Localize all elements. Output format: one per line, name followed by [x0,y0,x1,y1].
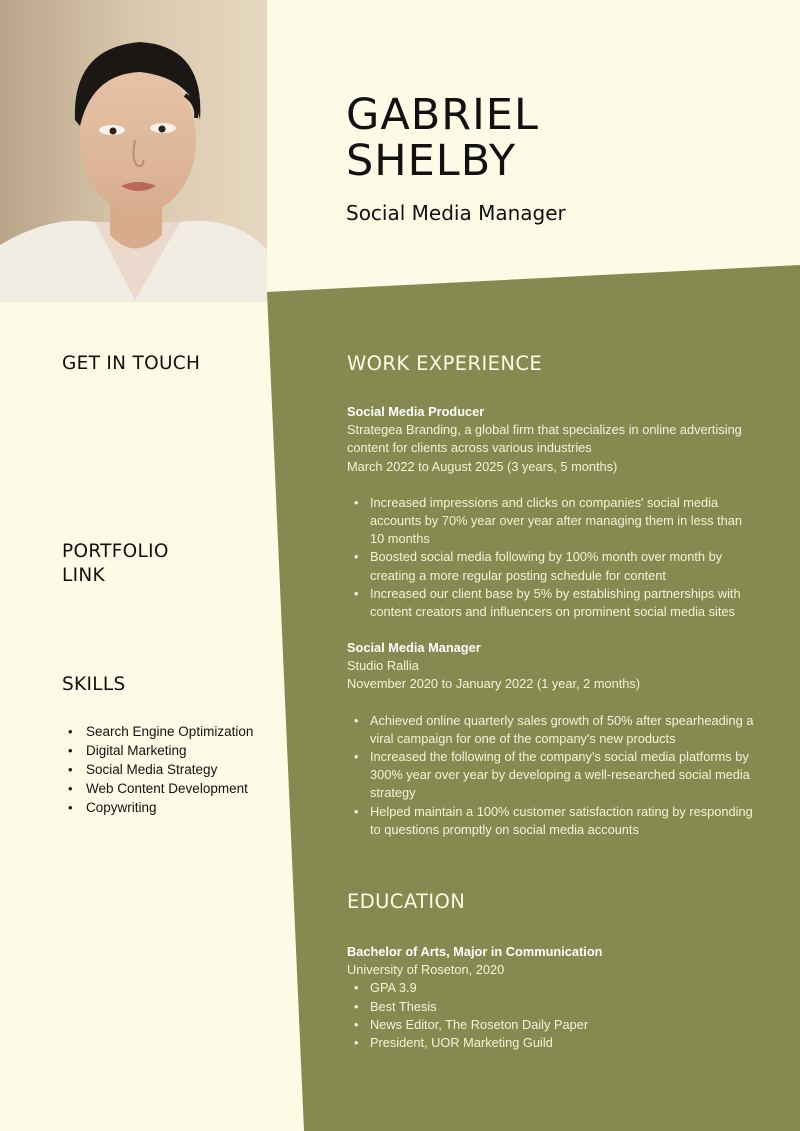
job-title: Social Media Producer [347,404,485,419]
education-highlights [347,979,757,1052]
job-dates: March 2022 to August 2025 (3 years, 5 months) [347,458,618,474]
skills-heading [62,673,126,697]
education-item: • Best Thesis [370,998,757,1016]
contact-heading-text: GET IN TOUCH [62,353,201,374]
achievement-item: • Achieved online quarterly sales growth of 50% after spearheading a viral campaign for one of the company's new products [370,712,757,748]
skill-item: • Copywriting [86,798,276,817]
education-entry [347,943,757,1052]
skill-item: • Web Content Development [86,779,276,798]
name-line-1: GABRIEL [346,90,539,140]
skills-heading-text: SKILLS [62,674,126,695]
job-company: Strategea Branding, a global firm that specializes in online advertising content for clients across various industries [347,422,742,456]
school-name: University of Roseton, 2020 [347,962,505,978]
achievement-item: • Increased impressions and clicks on companies' social media accounts by 70% year over year after managing them in less than 10 months [370,494,757,549]
portfolio-heading [62,540,169,588]
job-entry [347,403,757,621]
candidate-name [346,92,539,184]
job-achievements [347,494,757,621]
achievement-item: • Helped maintain a 100% customer satisfaction rating by responding to questions promptly on social media accounts [370,803,757,839]
education-item: • GPA 3.9 [370,979,757,997]
job-entry [347,639,757,839]
achievement-item: • Increased our client base by 5% by establishing partnerships with content creators and influencers on prominent social media sites [370,585,757,621]
contact-heading [62,352,200,376]
degree-title: Bachelor of Arts, Major in Communication [347,944,603,959]
job-dates: November 2020 to January 2022 (1 year, 2 months) [347,676,641,692]
portfolio-heading-line-1: PORTFOLIO [62,541,169,562]
job-company: Studio Rallia [347,658,419,674]
job-role: Social Media Manager [346,201,566,225]
work-experience-heading: WORK EXPERIENCE [347,352,543,375]
achievement-item: • Boosted social media following by 100% month over month by creating a more regular posting schedule for content [370,548,757,584]
job-achievements [347,712,757,839]
portfolio-heading-line-2: LINK [62,565,105,586]
education-item: • News Editor, The Roseton Daily Paper [370,1016,757,1034]
education-heading: EDUCATION [347,890,466,913]
job-title: Social Media Manager [347,640,481,655]
skills-list [86,722,276,817]
name-line-2: SHELBY [346,136,517,186]
skill-item: • Search Engine Optimization [86,722,276,741]
achievement-item: • Increased the following of the company's social media platforms by 300% year over year by developing a well-researched social media strategy [370,748,757,803]
education-item: • President, UOR Marketing Guild [370,1034,757,1052]
profile-photo [0,0,267,302]
skill-item: • Social Media Strategy [86,760,276,779]
skill-item: • Digital Marketing [86,741,276,760]
